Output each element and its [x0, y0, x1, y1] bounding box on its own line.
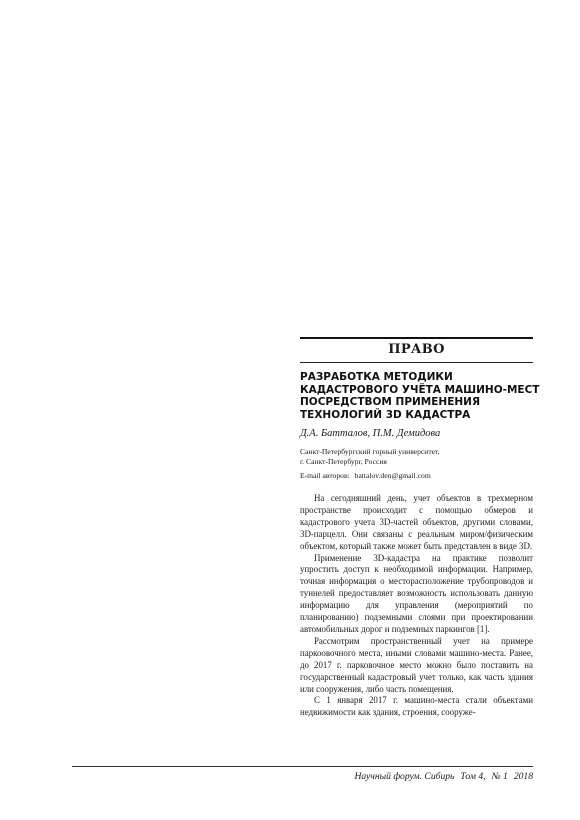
- title-line: КАДАСТРОВОГО УЧЁТА МАШИНО-МЕСТ: [300, 383, 540, 396]
- affiliation-line: Санкт-Петербургский горный университет,: [300, 447, 440, 456]
- article-title: [300, 371, 540, 421]
- authors: Д.А. Батталов, П.М. Демидова: [300, 428, 441, 439]
- body-paragraph: Рассмотрим пространственный учет на примере паркоовочного места, иными словами машино-места. Ранее, до 2017 г. парковочное место можно было поставить на государственный кадастровый учет только, как часть здания или сооружения, либо часть помещения.: [300, 635, 533, 694]
- section-heading: ПРАВО: [388, 342, 445, 357]
- affiliation-line: г. Санкт-Петербург, Россия: [300, 457, 387, 466]
- title-line: РАЗРАБОТКА МЕТОДИКИ: [300, 371, 453, 383]
- footer-year: 2018: [513, 771, 533, 782]
- email-label: E-mail авторов:: [300, 471, 350, 480]
- body-paragraph: На сегодняшний день, учет объектов в трехмерном пространстве происходит с помощью обмеров и кадастрового учета 3D-частей объектов, другими словами, 3D-парцелл. Они связаны с реальным миром/физическим объектом, который также может быть представлен в виде 3D.: [300, 493, 533, 551]
- email-line: [300, 471, 533, 480]
- section-bottom-rule: [300, 362, 533, 363]
- article-body: [300, 493, 533, 719]
- footer-rule: [72, 766, 533, 767]
- affiliation: [300, 447, 533, 467]
- page-footer: [300, 771, 533, 782]
- footer-volume: Том 4,: [460, 771, 486, 782]
- email-address: battalov.den@gmail.com: [354, 471, 431, 480]
- title-line: ПОСРЕДСТВОМ ПРИМЕНЕНИЯ: [300, 396, 481, 408]
- body-paragraph: Применение 3D-кадастра на практике позволит упростить доступ к необходимой информации. Например, точная информация о месторасположение трубопроводов и туннелей предоставляет возможность использовать данную информацию для управления (мероприятий по планированию) подземными слоями при проектировании автомобильных дорог и подземных паркингов [1].: [300, 552, 533, 634]
- footer-issue: № 1: [491, 771, 508, 782]
- footer-journal: Научный форум. Сибирь: [354, 771, 455, 782]
- title-line: ТЕХНОЛОГИЙ 3D КАДАСТРА: [300, 408, 471, 421]
- section-top-rule: [300, 337, 533, 339]
- body-paragraph: С 1 января 2017 г. машино-места стали объектами недвижимости как здания, строения, сооруже-: [300, 695, 533, 718]
